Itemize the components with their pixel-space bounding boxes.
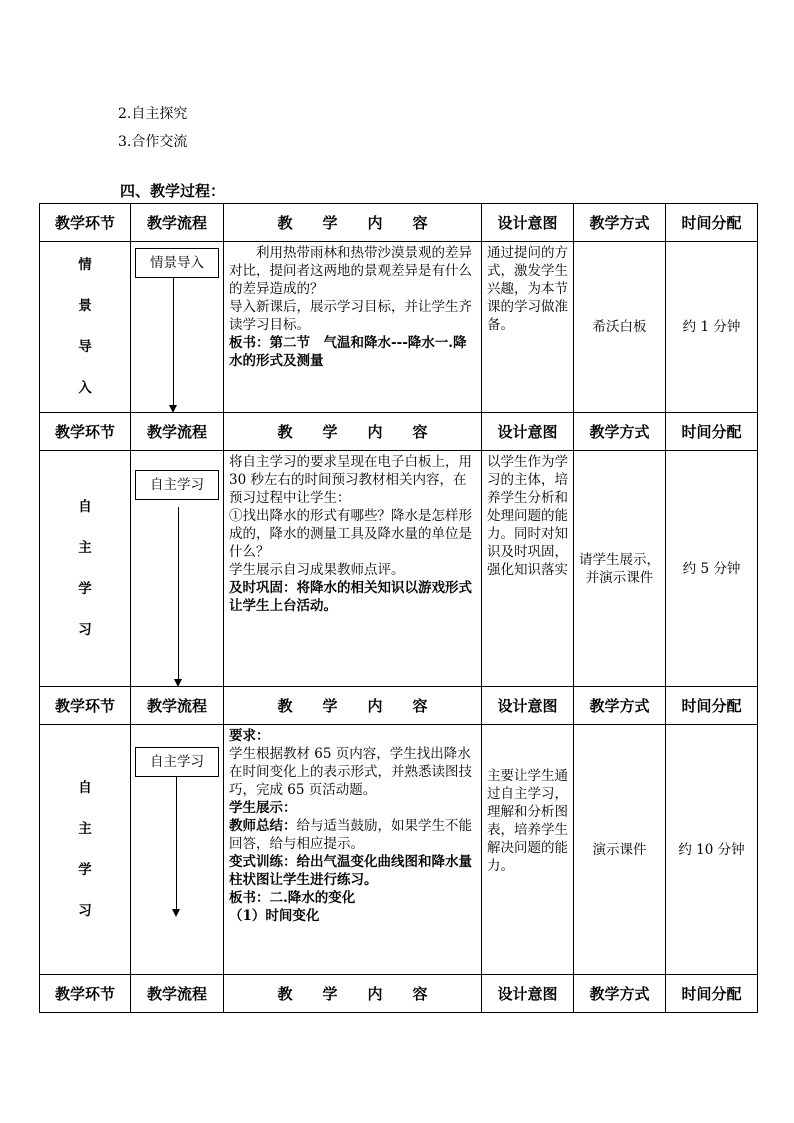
header-method: 教学方式 [574, 204, 666, 242]
method-cell [574, 242, 666, 413]
intent-text: 通过提问的方式，激发学生兴趣，为本节课的学习做准备。 [487, 245, 568, 333]
stage-char: 自 [78, 779, 92, 796]
flow-box: 自主学习 [135, 747, 219, 777]
stage-cell [40, 451, 131, 687]
stage-cell [40, 725, 131, 975]
table-header-row [40, 413, 758, 451]
header-method: 教学方式 [574, 413, 666, 451]
header-time: 时间分配 [666, 687, 758, 725]
header-content: 教 学 内 容 [224, 687, 482, 725]
header-method: 教学方式 [574, 975, 666, 1013]
header-content: 教 学 内 容 [224, 204, 482, 242]
header-flow: 教学流程 [131, 413, 224, 451]
arrow-down-icon [174, 679, 182, 687]
time-text: 约 1 分钟 [682, 319, 741, 335]
teaching-process-table [39, 203, 758, 1013]
stage-char: 习 [78, 621, 92, 638]
time-text: 约 10 分钟 [678, 841, 745, 858]
content-para: 给与适当鼓励，如果学生不能回答，给与相应提示。 [229, 818, 472, 852]
table-header-row [40, 975, 758, 1013]
stage-char: 情 [78, 257, 92, 273]
time-cell [666, 242, 758, 413]
table-row [40, 725, 758, 975]
header-intent: 设计意图 [482, 204, 574, 242]
flow-line [173, 277, 174, 405]
stage-char: 导 [78, 339, 92, 355]
stage-char: 景 [78, 298, 92, 314]
method-text: 希沃白板 [592, 319, 647, 335]
header-time: 时间分配 [666, 975, 758, 1013]
flow-cell [131, 725, 224, 975]
arrow-down-icon [169, 405, 177, 413]
flow-box: 情景导入 [135, 248, 219, 278]
table-header-row [40, 687, 758, 725]
table-row [40, 451, 758, 687]
content-para: 学生展示自习成果教师点评。 [229, 562, 405, 578]
header-stage: 教学环节 [40, 687, 131, 725]
header-method: 教学方式 [574, 687, 666, 725]
arrow-down-icon [172, 909, 180, 917]
content-para: 板书：第二节 气温和降水---降水一.降水的形式及测量 [229, 335, 467, 369]
header-stage: 教学环节 [40, 975, 131, 1013]
content-para: 变式训练：给出气温变化曲线图和降水量柱状图让学生进行练习。 [229, 854, 472, 888]
intent-cell [482, 242, 574, 413]
table-header-row [40, 204, 758, 242]
flow-cell [131, 451, 224, 687]
intent-text: 主要让学生通过自主学习，理解和分析图表，培养学生解决问题的能力。 [487, 768, 568, 874]
header-intent: 设计意图 [482, 413, 574, 451]
header-flow: 教学流程 [131, 204, 224, 242]
method-cell [574, 451, 666, 687]
content-para: 将自主学习的要求呈现在电子白板上，用 30 秒左右的时间预习教材相关内容，在预习过程中让学生： [229, 454, 472, 506]
header-content: 教 学 内 容 [224, 975, 482, 1013]
stage-char: 自 [78, 498, 92, 515]
section-title: 四、教学过程： [120, 182, 226, 200]
content-para: 及时巩固：将降水的相关知识以游戏形式让学生上台活动。 [229, 580, 472, 614]
header-stage: 教学环节 [40, 413, 131, 451]
content-para: 要求： [229, 728, 270, 744]
method-cell [574, 725, 666, 975]
time-cell [666, 451, 758, 687]
intent-text: 以学生作为学习的主体，培养学生分析和处理问题的能力。同时对知识及时巩固，强化知识落实 [487, 454, 568, 578]
header-time: 时间分配 [666, 204, 758, 242]
intro-item-3: 3.合作交流 [118, 134, 188, 150]
stage-char: 学 [78, 861, 92, 878]
intent-cell [482, 451, 574, 687]
content-para: 学生根据教材 65 页内容，学生找出降水在时间变化上的表示形式，并熟悉读图技巧，完成 65 页活动题。 [229, 746, 472, 798]
header-flow: 教学流程 [131, 975, 224, 1013]
content-para: 学生展示： [229, 800, 297, 816]
intro-item-2: 2.自主探究 [118, 106, 188, 122]
stage-char: 入 [78, 380, 92, 396]
stage-char: 主 [78, 820, 92, 837]
content-para: （1）时间变化 [229, 908, 320, 924]
content-para: ①找出降水的形式有哪些？降水是怎样形成的，降水的测量工具及降水量的单位是什么？ [229, 508, 472, 560]
header-stage: 教学环节 [40, 204, 131, 242]
header-content: 教 学 内 容 [224, 413, 482, 451]
header-intent: 设计意图 [482, 975, 574, 1013]
content-cell [224, 451, 482, 687]
content-para: 利用热带雨林和热带沙漠景观的差异对比，提问者这两地的景观差异是有什么的差异造成的？ [229, 245, 472, 297]
header-flow: 教学流程 [131, 687, 224, 725]
stage-char: 学 [78, 580, 92, 597]
content-cell [224, 725, 482, 975]
flow-box: 自主学习 [135, 470, 219, 500]
content-label: 教师总结： [229, 818, 297, 834]
flow-cell [131, 242, 224, 413]
content-cell [224, 242, 482, 413]
header-time: 时间分配 [666, 413, 758, 451]
method-text: 请学生展示，并演示课件 [579, 551, 660, 586]
content-para: 板书：二.降水的变化 [229, 890, 356, 906]
method-text: 演示课件 [592, 841, 647, 858]
stage-char: 主 [78, 539, 92, 556]
time-text: 约 5 分钟 [682, 560, 741, 577]
flow-line [176, 777, 177, 909]
intent-cell [482, 725, 574, 975]
header-intent: 设计意图 [482, 687, 574, 725]
content-para: 导入新课后，展示学习目标，并让学生齐读学习目标。 [229, 299, 472, 333]
flow-line [178, 507, 179, 679]
stage-cell [40, 242, 131, 413]
table-row [40, 242, 758, 413]
time-cell [666, 725, 758, 975]
stage-char: 习 [78, 902, 92, 919]
